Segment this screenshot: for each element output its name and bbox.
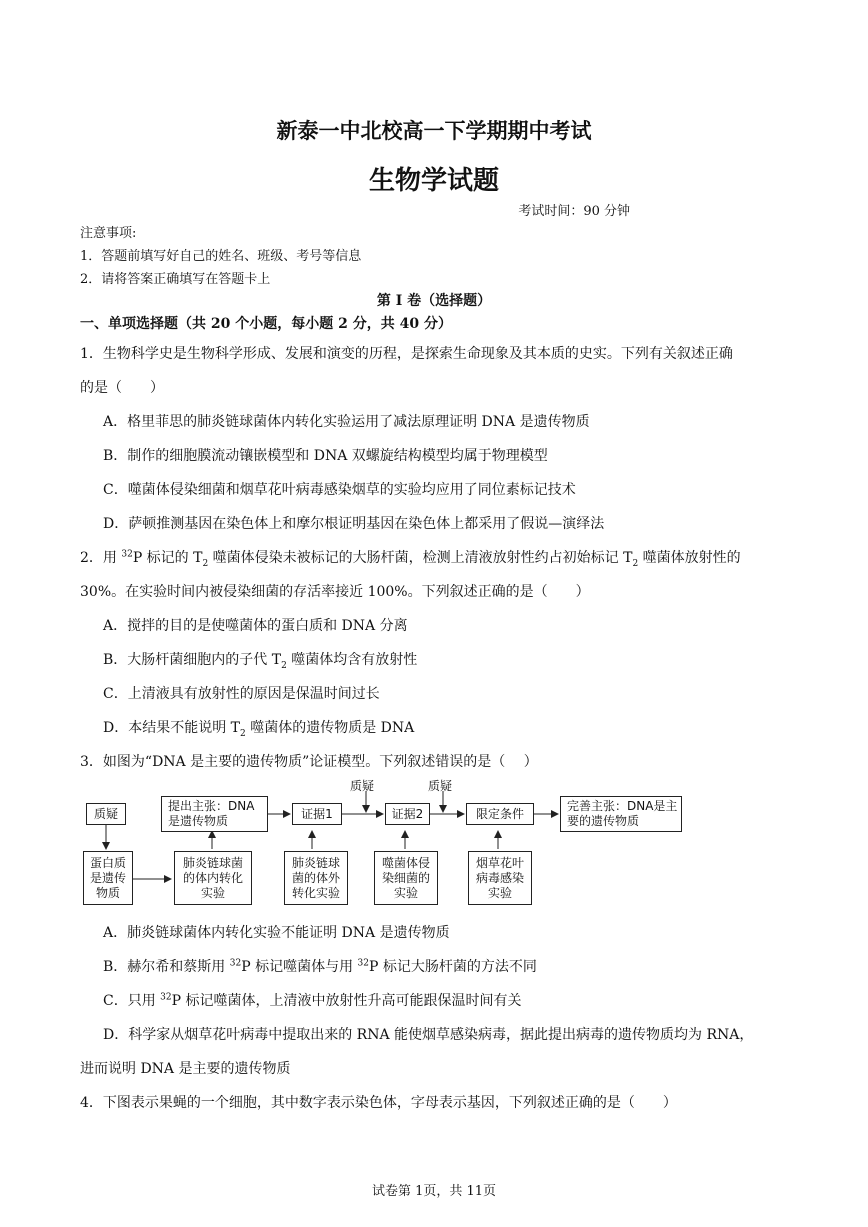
q2-stem-line2: 30%。在实验时间内被侵染细菌的存活率接近 100%。下列叙述正确的是（ ） bbox=[80, 584, 590, 600]
notes-heading: 注意事项: bbox=[80, 226, 137, 241]
q1-option-b: B．制作的细胞膜流动镶嵌模型和 DNA 双螺旋结构模型均属于物理模型 bbox=[103, 448, 548, 464]
q3-option-a: A．肺炎链球菌体内转化实验不能证明 DNA 是遗传物质 bbox=[103, 925, 450, 941]
in-vivo-box: 肺炎链球菌的体内转化实验 bbox=[174, 851, 252, 905]
q4-stem: 4．下图表示果蝇的一个细胞，其中数字表示染色体，字母表示基因，下列叙述正确的是（ ） bbox=[80, 1095, 677, 1111]
subject-title: 生物学试题 bbox=[368, 166, 499, 196]
in-vitro-box: 肺炎链球菌的体外转化实验 bbox=[284, 851, 348, 905]
q2-option-c: C．上清液具有放射性的原因是保温时间过长 bbox=[103, 686, 380, 702]
q2-stem-line1: 2．用 $^{32}$P 标记的 $T_2$ 噬菌体侵染未被标记的大肠杆菌，检测上清液放射性约占初始标记 $T_2$ 噬菌体放射性的 bbox=[80, 549, 741, 569]
page-footer: 试卷第 1页，共 11页 bbox=[371, 1184, 497, 1199]
argument-model-diagram bbox=[80, 773, 700, 915]
exam-time: 考试时间：90 分钟 bbox=[518, 204, 630, 219]
phage-box: 噬菌体侵染细菌的实验 bbox=[374, 851, 438, 905]
notes-item-1: 1．答题前填写好自己的姓名、班级、考号等信息 bbox=[80, 249, 362, 264]
volume-title: 第 I 卷（选择题） bbox=[376, 293, 492, 309]
q1-option-d: D．萨顿推测基因在染色体上和摩尔根证明基因在染色体上都采用了假说—演绎法 bbox=[103, 516, 605, 532]
exam-school-title: 新泰一中北校高一下学期期中考试 bbox=[276, 119, 592, 143]
doubt-box: 质疑 bbox=[86, 803, 126, 825]
q3-option-d-line2: 进而说明 DNA 是主要的遗传物质 bbox=[80, 1061, 291, 1077]
q3-option-d-line1: D．科学家从烟草花叶病毒中提取出来的 RNA 能使烟草感染病毒，据此提出病毒的遗传物质均为 RNA， bbox=[103, 1027, 754, 1043]
q3-option-c: C．只用 $^{32}$P 标记噬菌体，上清液中放射性升高可能跟保温时间有关 bbox=[103, 992, 522, 1009]
q2-option-a: A．搅拌的目的是使噬菌体的蛋白质和 DNA 分离 bbox=[103, 618, 408, 634]
q1-option-a: A．格里菲思的肺炎链球菌体内转化实验运用了减法原理证明 DNA 是遗传物质 bbox=[103, 414, 590, 430]
protein-box: 蛋白质是遗传物质 bbox=[83, 851, 133, 905]
claim-box: 提出主张：DNA 是遗传物质 bbox=[161, 796, 268, 832]
q2-option-b: B．大肠杆菌细胞内的子代 $T_2$ 噬菌体均含有放射性 bbox=[103, 652, 418, 671]
q3-stem: 3．如图为“DNA 是主要的遗传物质”论证模型。下列叙述错误的是（ ） bbox=[80, 754, 538, 770]
doubt-label-2: 质疑 bbox=[428, 779, 453, 793]
q1-option-c: C．噬菌体侵染细菌和烟草花叶病毒感染烟草的实验均应用了同位素标记技术 bbox=[103, 482, 576, 498]
q1-stem-line1: 1．生物科学史是生物科学形成、发展和演变的历程，是探索生命现象及其本质的史实。下列有关叙述正确 bbox=[80, 346, 733, 362]
part-title: 一、单项选择题（共 20 个小题，每小题 2 分，共 40 分） bbox=[80, 316, 452, 332]
evidence2-box: 证据2 bbox=[385, 803, 430, 825]
doubt-label-1: 质疑 bbox=[350, 779, 375, 793]
q1-stem-line2: 的是（ ） bbox=[80, 380, 164, 396]
tmv-box: 烟草花叶病毒感染实验 bbox=[468, 851, 532, 905]
final-claim-box: 完善主张：DNA是主要的遗传物质 bbox=[560, 796, 682, 832]
notes-item-2: 2．请将答案正确填写在答题卡上 bbox=[80, 272, 271, 287]
condition-box: 限定条件 bbox=[466, 803, 534, 825]
q3-option-b: B．赫尔希和蔡斯用 $^{32}$P 标记噬菌体与用 $^{32}$P 标记大肠杆菌的方法不同 bbox=[103, 958, 537, 975]
evidence1-box: 证据1 bbox=[292, 803, 342, 825]
q2-option-d: D．本结果不能说明 $T_2$ 噬菌体的遗传物质是 DNA bbox=[103, 720, 415, 739]
